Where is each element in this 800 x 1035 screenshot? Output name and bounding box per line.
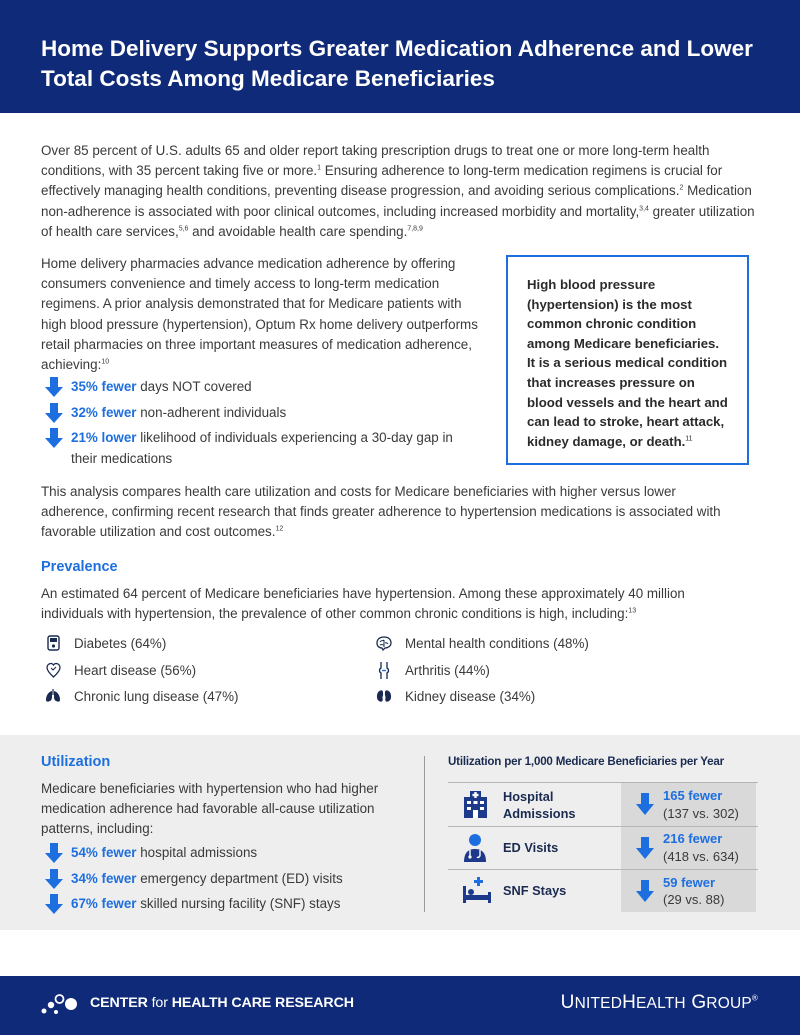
utilization-list xyxy=(41,843,411,920)
utilization-heading: Utilization xyxy=(41,754,111,770)
arrow-down-icon xyxy=(636,880,654,902)
brain-icon xyxy=(376,635,392,651)
footnote-ref: 2 xyxy=(679,184,684,192)
condition-heart-disease: Heart disease (56%) xyxy=(45,662,196,678)
center-logo-text: CENTER for HEALTH CARE RESEARCH xyxy=(90,995,354,1011)
footnote-ref: 10 xyxy=(101,358,110,366)
row-label: ED Visits xyxy=(503,840,559,855)
row-value-cell: 59 fewer (29 vs. 88) xyxy=(621,870,756,912)
unitedhealth-group-logo: UNITEDHEALTH GROUP® xyxy=(560,992,758,1013)
row-value-cell: 165 fewer (137 vs. 302) xyxy=(621,783,756,826)
condition-lung-disease: Chronic lung disease (47%) xyxy=(45,688,239,704)
hospital-bed-icon xyxy=(462,876,492,909)
table-row-ed-visits xyxy=(448,827,758,869)
column-divider xyxy=(424,756,425,912)
list-item: 67% fewer skilled nursing facility (SNF) stays xyxy=(41,894,411,915)
footnote-ref: 12 xyxy=(275,525,284,533)
arrow-down-icon xyxy=(45,428,63,448)
joint-icon xyxy=(376,662,392,678)
condition-diabetes: Diabetes (64%) xyxy=(45,635,166,651)
footnote-ref: 7,8,9 xyxy=(407,225,423,233)
row-value-cell: 216 fewer (418 vs. 634) xyxy=(621,827,756,869)
arrow-down-icon xyxy=(45,894,63,914)
list-item: 32% fewer non-adherent individuals xyxy=(41,403,481,424)
list-item: 21% lower likelihood of individuals experiencing a 30-day gap in their medications xyxy=(41,428,481,469)
table-row-snf-stays xyxy=(448,870,758,912)
row-label: Hospital Admissions xyxy=(503,789,576,821)
footnote-ref: 3,4 xyxy=(639,205,649,213)
intro-paragraph: Over 85 percent of U.S. adults 65 and older report taking prescription drugs to treat one or more long-term health conditions, with 35 percent taking five or more.$^1$ Ensuring adherence to long-term medication regimens is crucial for effectively managing health conditions, preventing disease progression, and avoiding serious complications.$^2$ Medication non-adherence is associated with poor clinical outcomes, including increased morbidity and mortality,$^{3,4}$ greater utilization of health care services,$^{5,6}$ and avoidable health care spending.$^{7,8,9}$ xyxy=(41,143,755,239)
page-footer xyxy=(0,976,800,1035)
condition-mental-health: Mental health conditions (48%) xyxy=(376,635,589,651)
kidneys-icon xyxy=(376,688,392,704)
footnote-ref: 13 xyxy=(628,607,637,615)
arrow-down-icon xyxy=(45,843,63,863)
condition-arthritis: Arthritis (44%) xyxy=(376,662,490,678)
hypertension-callout: High blood pressure (hypertension) is the most common chronic condition among Medicare beneficiaries. It is a serious medical condition that increases pressure on blood vessels and the heart and can lead to stroke, heart attack, kidney damage, or death.$^{11}$ xyxy=(506,255,749,465)
list-item: 34% fewer emergency department (ED) visits xyxy=(41,869,411,890)
page-header xyxy=(0,0,800,113)
page-title: Home Delivery Supports Greater Medication Adherence and Lower Total Costs Among Medicare Beneficiaries xyxy=(41,36,753,91)
prevalence-paragraph: An estimated 64 percent of Medicare beneficiaries have hypertension. Among these approximately 40 million individuals with hypertension, the prevalence of other common chronic conditions is high, including:$^{13}$ xyxy=(41,586,685,622)
row-label: SNF Stays xyxy=(503,883,567,898)
table-title: Utilization per 1,000 Medicare Beneficiaries per Year xyxy=(448,755,724,768)
dots-logo-icon xyxy=(40,991,80,1017)
utilization-paragraph: Medicare beneficiaries with hypertension who had higher medication adherence had favorable all-cause utilization patterns, including: xyxy=(41,781,379,837)
delivery-paragraph: Home delivery pharmacies advance medication adherence by offering consumers convenience and timely access to long-term medication regimens. A prior analysis demonstrated that for Medicare patients with high blood pressure (hypertension), Optum Rx home delivery outperforms retail pharmacies on three important measures of medication adherence, achieving:$^{10}$ xyxy=(41,256,478,373)
footnote-ref: 1 xyxy=(317,164,322,172)
arrow-down-icon xyxy=(45,377,63,397)
arrow-down-icon xyxy=(45,403,63,423)
footnote-ref: 11 xyxy=(685,435,693,443)
doctor-icon xyxy=(462,833,488,868)
condition-kidney-disease: Kidney disease (34%) xyxy=(376,688,535,704)
analysis-paragraph: This analysis compares health care utilization and costs for Medicare beneficiaries with higher versus lower adherence, confirming recent research that finds greater adherence to hypertension medications is associated with favorable utilization and cost outcomes.$^{12}$ xyxy=(41,484,721,540)
arrow-down-icon xyxy=(636,793,654,815)
glucose-meter-icon xyxy=(45,635,61,651)
arrow-down-icon xyxy=(45,869,63,889)
hospital-icon xyxy=(462,789,489,824)
adherence-list xyxy=(41,377,481,474)
lungs-icon xyxy=(45,688,61,704)
arrow-down-icon xyxy=(636,837,654,859)
list-item: 54% fewer hospital admissions xyxy=(41,843,411,864)
heart-icon xyxy=(45,662,61,678)
list-item: 35% fewer days NOT covered xyxy=(41,377,481,398)
prevalence-heading: Prevalence xyxy=(41,559,118,575)
footnote-ref: 5,6 xyxy=(178,225,189,233)
table-row-hospital xyxy=(448,783,758,826)
